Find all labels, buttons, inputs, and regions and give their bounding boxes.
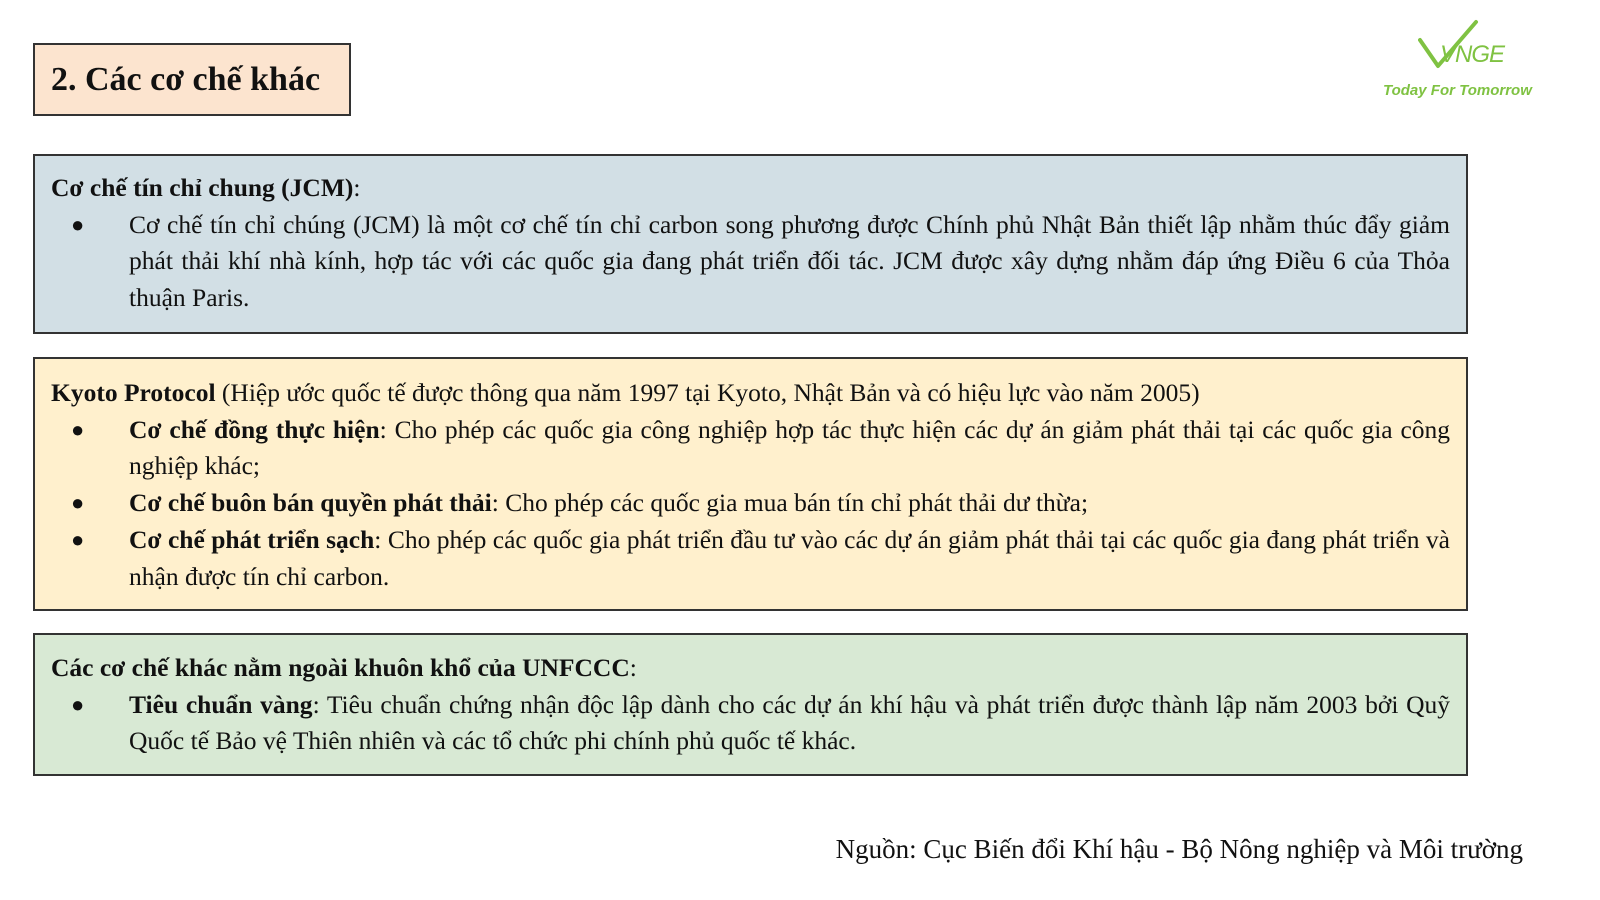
section-heading	[51, 375, 1450, 412]
section-heading-term: Các cơ chế khác nằm ngoài khuôn khổ của UNFCCC	[51, 653, 630, 682]
section-heading	[51, 170, 1450, 207]
item-text: : Tiêu chuẩn chứng nhận độc lập dành cho các dự án khí hậu và phát triển được thành lập năm 2003 bởi Quỹ Quốc tế Bảo vệ Thiên nhiên và các tổ chức phi chính phủ quốc tế khác.	[129, 689, 1451, 756]
list-item	[51, 412, 1450, 485]
jcm-section	[33, 154, 1468, 334]
list-item	[51, 207, 1450, 317]
source-citation: Nguồn: Cục Biến đổi Khí hậu - Bộ Nông nghiệp và Môi trường	[835, 834, 1523, 864]
bullet-icon: ●	[71, 211, 85, 237]
item-text: : Cho phép các quốc gia phát triển đầu tư vào các dự án giảm phát thải tại các quốc gia đang phát triển và nhận được tín chỉ carbon.	[129, 524, 1450, 591]
vnge-logo	[1380, 18, 1555, 108]
vnge-logo-tagline: Today For Tomorrow	[1383, 82, 1532, 99]
bullet-icon: ●	[71, 526, 85, 552]
section-heading	[51, 650, 1450, 687]
slide-title: 2. Các cơ chế khác	[51, 60, 321, 98]
list-item	[51, 522, 1450, 595]
bullet-list	[51, 207, 1450, 317]
list-item	[51, 485, 1450, 522]
item-term: Tiêu chuẩn vàng	[129, 689, 313, 719]
bullet-icon: ●	[71, 416, 85, 442]
vnge-logo-wordmark: VNGE	[1440, 41, 1505, 68]
item-term: Cơ chế phát triển sạch	[129, 524, 375, 554]
bullet-list	[51, 687, 1450, 760]
item-text: Cơ chế tín chỉ chúng (JCM) là một cơ chế tín chỉ carbon song phương được Chính phủ Nhật Bản thiết lập nhằm thúc đẩy giảm phát thải khí nhà kính, hợp tác với các quốc gia đang phát triển đối tác. JCM được xây dựng nhằm đáp ứng Điều 6 của Thỏa thuận Paris.	[129, 209, 1450, 313]
item-text: : Cho phép các quốc gia mua bán tín chỉ phát thải dư thừa;	[491, 488, 1089, 518]
item-term: Cơ chế buôn bán quyền phát thải	[129, 488, 492, 518]
item-term: Cơ chế đồng thực hiện	[129, 414, 380, 444]
non-unfccc-section	[33, 633, 1468, 776]
section-heading-suffix: :	[629, 653, 637, 682]
kyoto-protocol-section	[33, 357, 1468, 611]
section-heading-term: Cơ chế tín chỉ chung (JCM)	[51, 173, 354, 202]
slide-title-box	[33, 43, 351, 116]
section-heading-suffix: (Hiệp ước quốc tế được thông qua năm 1997 tại Kyoto, Nhật Bản và có hiệu lực vào năm 2005)	[215, 378, 1200, 407]
bullet-list	[51, 412, 1450, 596]
list-item	[51, 687, 1450, 760]
item-text: : Cho phép các quốc gia công nghiệp hợp tác thực hiện các dự án giảm phát thải tại các quốc gia công nghiệp khác;	[129, 414, 1451, 481]
section-heading-term: Kyoto Protocol	[51, 378, 216, 407]
bullet-icon: ●	[71, 490, 85, 516]
bullet-icon: ●	[71, 691, 85, 717]
section-heading-suffix: :	[353, 173, 361, 202]
